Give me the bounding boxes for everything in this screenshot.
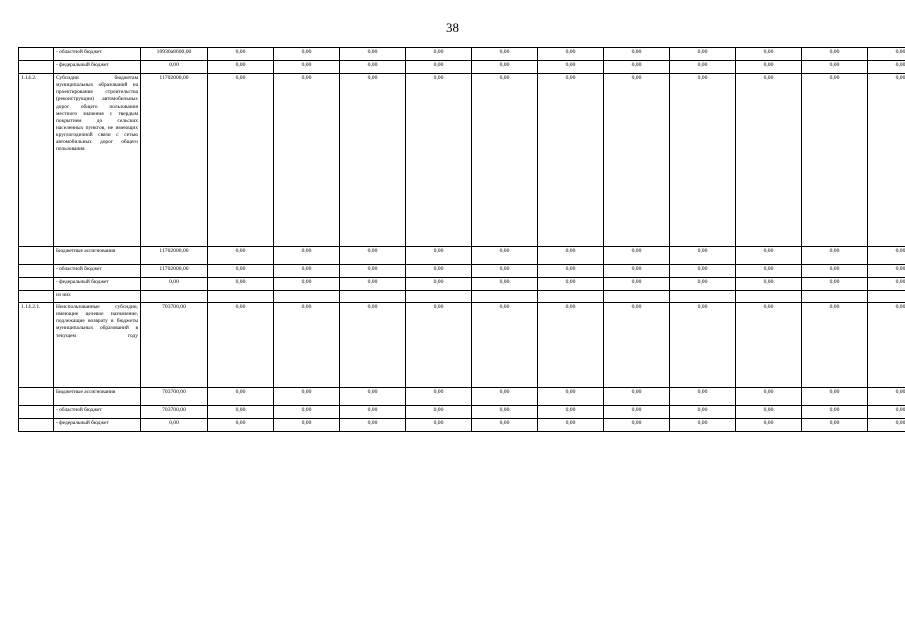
- row-value-cell: 0,00: [538, 265, 604, 278]
- row-value-cell: 0,00: [406, 419, 472, 432]
- table-row: [19, 278, 905, 291]
- table-row: [19, 61, 905, 74]
- row-value-cell: 0,00: [868, 278, 905, 291]
- table-row: [19, 419, 905, 432]
- row-value-cell: 0,00: [604, 265, 670, 278]
- row-value-cell: 0,00: [538, 388, 604, 406]
- row-value-cell: 0,00: [274, 303, 340, 388]
- row-value-cell: 0,00: [736, 247, 802, 265]
- budget-table-body: [19, 48, 905, 432]
- row-value-cell: [670, 291, 736, 303]
- row-value-cell: 0,00: [208, 265, 274, 278]
- row-value-cell: 0,00: [340, 303, 406, 388]
- row-value-cell: [472, 291, 538, 303]
- row-code-cell: [19, 247, 54, 265]
- row-value-cell: 0,00: [670, 265, 736, 278]
- row-value-cell: [274, 291, 340, 303]
- row-value-cell: 0,00: [208, 247, 274, 265]
- row-code-cell: [19, 388, 54, 406]
- row-value-cell: 0,00: [736, 74, 802, 247]
- row-value-cell: 0,00: [406, 303, 472, 388]
- row-value-cell: 703700,00: [141, 388, 208, 406]
- row-value-cell: 11702000,00: [141, 74, 208, 247]
- row-value-cell: 0,00: [802, 48, 868, 61]
- row-value-cell: 0,00: [538, 303, 604, 388]
- row-value-cell: [406, 291, 472, 303]
- row-value-cell: 0,00: [274, 419, 340, 432]
- row-value-cell: 0,00: [340, 61, 406, 74]
- row-value-cell: 0,00: [736, 419, 802, 432]
- row-value-cell: 0,00: [340, 265, 406, 278]
- row-value-cell: 0,00: [472, 61, 538, 74]
- row-value-cell: 0,00: [472, 247, 538, 265]
- row-value-cell: 0,00: [736, 278, 802, 291]
- row-value-cell: 0,00: [274, 265, 340, 278]
- row-value-cell: 0,00: [670, 48, 736, 61]
- row-name-cell: - областной бюджет: [54, 406, 141, 419]
- row-value-cell: 0,00: [868, 406, 905, 419]
- row-value-cell: 0,00: [802, 61, 868, 74]
- table-row: [19, 265, 905, 278]
- row-value-cell: 0,00: [406, 406, 472, 419]
- row-value-cell: 0,00: [604, 388, 670, 406]
- row-value-cell: [736, 291, 802, 303]
- row-code-cell: [19, 291, 54, 303]
- row-value-cell: 0,00: [868, 419, 905, 432]
- row-value-cell: 0,00: [538, 247, 604, 265]
- row-value-cell: 0,00: [604, 303, 670, 388]
- row-value-cell: 0,00: [604, 61, 670, 74]
- row-value-cell: [141, 291, 208, 303]
- row-value-cell: 0,00: [736, 61, 802, 74]
- row-value-cell: 0,00: [472, 74, 538, 247]
- row-value-cell: 0,00: [208, 406, 274, 419]
- row-value-cell: 0,00: [538, 74, 604, 247]
- row-code-cell: [19, 61, 54, 74]
- row-code-cell: 1.14.2.1.: [19, 303, 54, 388]
- row-value-cell: 0,00: [406, 74, 472, 247]
- row-value-cell: 0,00: [802, 388, 868, 406]
- row-name-cell: Неиспользованные субсидии, имеющие целевое назначение, подлежащие возврату в бюджеты муниципальных образований в текущем году: [54, 303, 141, 388]
- row-name-cell: - федеральный бюджет: [54, 419, 141, 432]
- row-value-cell: 0,00: [472, 406, 538, 419]
- row-name-cell: Бюджетные ассигнования: [54, 388, 141, 406]
- row-value-cell: 0,00: [406, 247, 472, 265]
- row-name-cell: - областной бюджет: [54, 265, 141, 278]
- row-value-cell: 0,00: [274, 388, 340, 406]
- row-value-cell: 0,00: [736, 406, 802, 419]
- row-value-cell: 0,00: [208, 419, 274, 432]
- row-code-cell: [19, 265, 54, 278]
- budget-table-container: [18, 47, 905, 432]
- row-value-cell: 0,00: [736, 265, 802, 278]
- row-value-cell: 0,00: [406, 278, 472, 291]
- row-value-cell: 0,00: [208, 278, 274, 291]
- row-value-cell: 0,00: [340, 406, 406, 419]
- row-value-cell: 0,00: [736, 303, 802, 388]
- row-value-cell: 703700,00: [141, 406, 208, 419]
- row-value-cell: 0,00: [736, 48, 802, 61]
- row-code-cell: [19, 406, 54, 419]
- row-name-cell: Бюджетные ассигнования: [54, 247, 141, 265]
- row-value-cell: 0,00: [208, 303, 274, 388]
- table-row: [19, 406, 905, 419]
- page-number: 38: [446, 20, 459, 35]
- row-value-cell: 0,00: [868, 265, 905, 278]
- row-value-cell: 0,00: [340, 278, 406, 291]
- row-value-cell: 0,00: [802, 74, 868, 247]
- row-value-cell: 0,00: [670, 388, 736, 406]
- row-value-cell: 0,00: [340, 74, 406, 247]
- row-value-cell: 0,00: [340, 48, 406, 61]
- row-value-cell: 0,00: [274, 48, 340, 61]
- row-value-cell: 0,00: [340, 419, 406, 432]
- row-value-cell: 11702000,00: [141, 247, 208, 265]
- row-value-cell: 0,00: [274, 247, 340, 265]
- row-value-cell: 703700,00: [141, 303, 208, 388]
- row-name-cell: Субсидии бюджетам муниципальных образований на проектирование строительства (реконструкции) автомобильных дорог общего пользования местного значения с твердым покрытием до сельских населенных пунктов, не имеющих круглогодичной связи с сетью автомобильных дорог общего пользования: [54, 74, 141, 247]
- row-name-cell: - федеральный бюджет: [54, 278, 141, 291]
- row-value-cell: 0,00: [340, 388, 406, 406]
- row-value-cell: 0,00: [538, 278, 604, 291]
- row-value-cell: 0,00: [141, 61, 208, 74]
- row-value-cell: 0,00: [604, 247, 670, 265]
- row-code-cell: 1.14.2.: [19, 74, 54, 247]
- row-value-cell: 0,00: [208, 388, 274, 406]
- row-value-cell: 0,00: [274, 74, 340, 247]
- table-row: [19, 247, 905, 265]
- row-value-cell: 0,00: [868, 61, 905, 74]
- row-value-cell: 0,00: [604, 419, 670, 432]
- row-value-cell: 0,00: [802, 419, 868, 432]
- row-value-cell: [208, 291, 274, 303]
- row-value-cell: 0,00: [736, 388, 802, 406]
- row-value-cell: 0,00: [406, 48, 472, 61]
- table-row: [19, 74, 905, 247]
- budget-table: [18, 47, 905, 432]
- row-value-cell: 0,00: [340, 247, 406, 265]
- row-value-cell: 0,00: [538, 406, 604, 419]
- row-value-cell: 0,00: [802, 406, 868, 419]
- row-value-cell: 0,00: [604, 278, 670, 291]
- row-value-cell: [868, 291, 905, 303]
- row-value-cell: 0,00: [868, 388, 905, 406]
- row-value-cell: 0,00: [868, 74, 905, 247]
- row-value-cell: 0,00: [670, 406, 736, 419]
- row-value-cell: 0,00: [274, 406, 340, 419]
- row-value-cell: 0,00: [208, 48, 274, 61]
- row-name-cell: из них: [54, 291, 141, 303]
- row-value-cell: 0,00: [538, 61, 604, 74]
- row-code-cell: [19, 419, 54, 432]
- row-value-cell: 10930а8600,00: [141, 48, 208, 61]
- row-value-cell: 0,00: [274, 61, 340, 74]
- row-value-cell: 0,00: [274, 278, 340, 291]
- row-value-cell: 0,00: [802, 278, 868, 291]
- table-row: [19, 388, 905, 406]
- row-value-cell: [340, 291, 406, 303]
- table-row: [19, 303, 905, 388]
- row-value-cell: [604, 291, 670, 303]
- row-value-cell: 0,00: [472, 265, 538, 278]
- row-code-cell: [19, 48, 54, 61]
- row-code-cell: [19, 278, 54, 291]
- row-value-cell: 0,00: [670, 303, 736, 388]
- row-value-cell: 0,00: [208, 74, 274, 247]
- row-value-cell: 0,00: [802, 247, 868, 265]
- row-value-cell: 0,00: [604, 48, 670, 61]
- row-value-cell: 0,00: [406, 61, 472, 74]
- row-value-cell: 0,00: [670, 74, 736, 247]
- row-value-cell: 0,00: [472, 388, 538, 406]
- row-value-cell: [802, 291, 868, 303]
- row-value-cell: 0,00: [141, 419, 208, 432]
- table-row: [19, 48, 905, 61]
- row-value-cell: 0,00: [538, 48, 604, 61]
- row-value-cell: 0,00: [868, 247, 905, 265]
- row-value-cell: 0,00: [472, 48, 538, 61]
- row-value-cell: 0,00: [802, 265, 868, 278]
- table-row: [19, 291, 905, 303]
- row-value-cell: 0,00: [472, 419, 538, 432]
- row-name-cell: - федеральный бюджет: [54, 61, 141, 74]
- row-value-cell: 0,00: [406, 388, 472, 406]
- row-value-cell: 11702000,00: [141, 265, 208, 278]
- row-value-cell: [538, 291, 604, 303]
- row-value-cell: 0,00: [670, 61, 736, 74]
- row-value-cell: 0,00: [868, 48, 905, 61]
- row-value-cell: 0,00: [538, 419, 604, 432]
- row-value-cell: 0,00: [406, 265, 472, 278]
- row-name-cell: - областной бюджет: [54, 48, 141, 61]
- row-value-cell: 0,00: [472, 303, 538, 388]
- row-value-cell: 0,00: [802, 303, 868, 388]
- row-value-cell: 0,00: [141, 278, 208, 291]
- row-value-cell: 0,00: [670, 247, 736, 265]
- row-value-cell: 0,00: [208, 61, 274, 74]
- row-value-cell: 0,00: [670, 278, 736, 291]
- row-value-cell: 0,00: [472, 278, 538, 291]
- row-value-cell: 0,00: [670, 419, 736, 432]
- row-value-cell: 0,00: [868, 303, 905, 388]
- row-value-cell: 0,00: [604, 406, 670, 419]
- row-value-cell: 0,00: [604, 74, 670, 247]
